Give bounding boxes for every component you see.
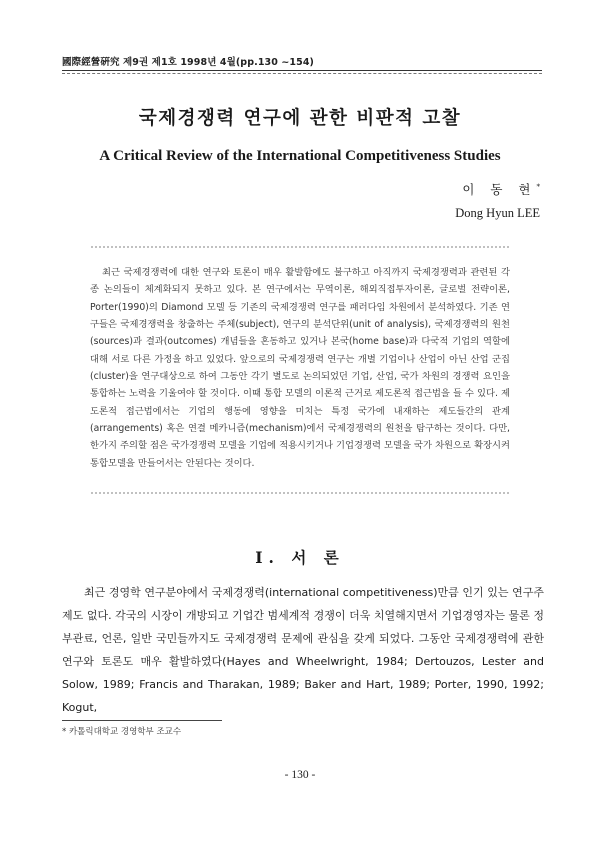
author-korean xyxy=(462,180,540,198)
journal-header: 國際經營硏究 제9권 제1호 1998년 4월(pp.130 ~154) xyxy=(62,57,314,68)
footnote-rule xyxy=(62,720,222,721)
abstract-top-divider xyxy=(90,246,510,248)
header-rule-dashed xyxy=(62,73,542,74)
section-heading: I. 서 론 xyxy=(255,548,345,567)
author-footnote-marker: * xyxy=(536,182,540,191)
footnote: * 카톨릭대학교 경영학부 조교수 xyxy=(62,727,182,737)
header-rule xyxy=(62,70,542,71)
body-paragraph: 최근 경영학 연구분야에서 국제경쟁력(international competitiveness)만큼 인기 있는 연구주제도 없다. 각국의 시장이 개방되고 기업간 범세계적 경쟁이 더욱 치열해지면서 기업경영자는 물론 정부관료, 언론, 일반 국민들까지도 국제경쟁력 문제에 관심을 갖게 되었다. 그동안 국제경쟁력에 관한 연구와 토론도 매우 활발하였다(Hayes and Wheelwright, 1984; Dertouzos, Lester and Solow, 1989; Francis and Tharakan, 1989; Baker and Hart, 1989; Porter, 1990, 1992; Kogut, xyxy=(62,586,544,714)
author-korean-name: 이 동 현 xyxy=(462,182,537,197)
author-english: Dong Hyun LEE xyxy=(455,206,540,220)
title-english: A Critical Review of the International Competitiveness Studies xyxy=(99,148,501,164)
abstract-bottom-divider xyxy=(90,492,510,494)
page-number: - 130 - xyxy=(284,769,316,781)
abstract: 최근 국제경쟁력에 대한 연구와 토론이 매우 활발함에도 불구하고 아직까지 국제경쟁력과 관련된 각종 논의들이 체계화되지 못하고 있다. 본 연구에서는 무역이론, 해외직접투자이론, 글로벌 전략이론, Porter(1990)의 Diamond 모델 등 기존의 국제경쟁력 연구를 패러다임 차원에서 분석하였다. 기존 연구들은 국제경쟁력을 창출하는 주체(subject), 연구의 분석단위(unit of analysis), 국제경쟁력의 원천(sources)과 결과(outcomes) 개념들을 혼동하고 있거나 본국(home base)과 다국적 기업의 역할에 대해 서로 다른 가정을 하고 있었다. 앞으로의 국제경쟁력 연구는 개별 기업이나 산업이 아닌 산업 군집(cluster)을 연구대상으로 하여 그동안 각기 별도로 논의되었던 기업, 산업, 국가 차원의 경쟁력 요인을 통합하는 노력을 기울여야 할 것이다. 이때 통합 모델의 이론적 근거로 제도론적 접근법을 들 수 있다. 제도론적 접근법에서는 기업의 행동에 영향을 미치는 특정 국가에 내재하는 제도들간의 관계(arrangements) 혹은 연결 메카니즘(mechanism)에서 국제경쟁력의 원천을 탐구하는 것이다. 다만, 한가지 주의할 점은 국가경쟁력 모델을 기업에 적용시키거나 기업경쟁력 모델을 국가 차원으로 확장시켜 통합모델을 만들어서는 안된다는 것이다. xyxy=(90,267,510,469)
title-korean: 국제경쟁력 연구에 관한 비판적 고찰 xyxy=(138,108,462,129)
